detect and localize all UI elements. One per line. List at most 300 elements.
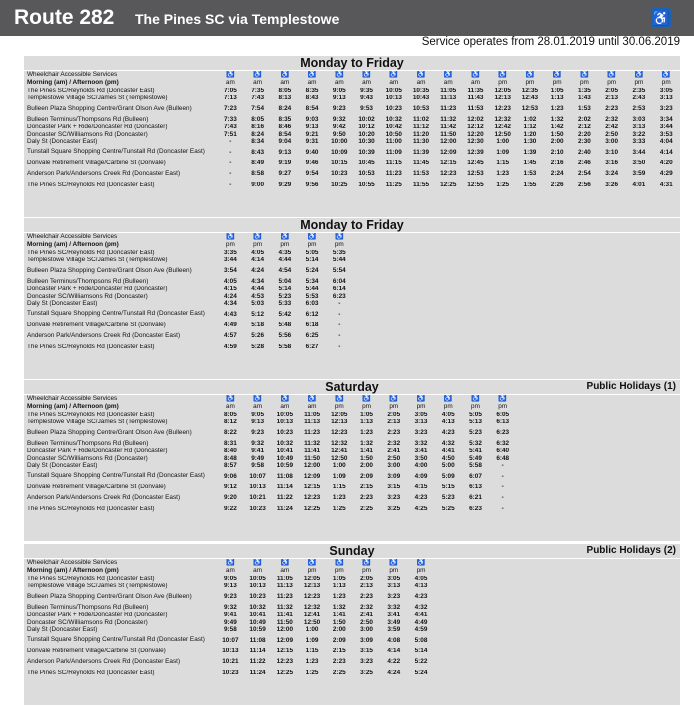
time-cell: 2:00 xyxy=(360,462,373,469)
ampm-cell: am xyxy=(362,79,371,87)
stop-row xyxy=(24,102,680,116)
time-cell: 2:53 xyxy=(632,105,646,113)
ampm-cell: pm xyxy=(307,241,317,249)
wheelchair-icon: ♿ xyxy=(280,395,290,402)
empty-cell xyxy=(571,426,598,440)
empty-cell xyxy=(598,419,625,426)
empty-cell xyxy=(516,440,543,448)
stop-row xyxy=(24,116,680,124)
stop-row xyxy=(24,491,680,505)
empty-cell xyxy=(544,491,571,505)
empty-cell xyxy=(544,403,571,411)
empty-cell xyxy=(462,293,489,300)
time-cell: 9:50 xyxy=(332,131,346,138)
block-title-bar xyxy=(24,218,680,232)
stop-name: Doncaster Park + Ride/Doncaster Rd (Doncaster) xyxy=(27,285,168,293)
empty-cell xyxy=(380,293,407,300)
time-cell: 11:14 xyxy=(249,647,266,655)
empty-cell xyxy=(516,626,543,633)
wheelchair-icon: ♿ xyxy=(607,71,616,78)
empty-cell xyxy=(380,233,407,241)
ampm-cell: pm xyxy=(579,79,589,87)
empty-cell xyxy=(380,241,407,249)
time-cell: 1:25 xyxy=(496,181,510,189)
time-cell: 3:44 xyxy=(632,148,646,156)
empty-cell xyxy=(353,344,380,352)
time-cell: 10:13 xyxy=(249,483,266,491)
empty-cell xyxy=(598,308,625,322)
timetable-table xyxy=(24,395,680,513)
time-cell: 3:00 xyxy=(360,626,373,633)
timetable-table-wrap xyxy=(24,395,680,541)
time-cell: 5:58 xyxy=(278,343,292,351)
time-cell: 5:25 xyxy=(441,505,455,513)
empty-cell xyxy=(653,403,681,411)
time-cell: 10:35 xyxy=(412,87,430,95)
empty-cell xyxy=(516,286,543,293)
stop-row xyxy=(24,506,680,514)
empty-cell xyxy=(489,329,516,343)
time-cell: 5:18 xyxy=(251,321,264,329)
time-cell: 9:35 xyxy=(360,87,373,95)
empty-cell xyxy=(544,426,571,440)
empty-cell xyxy=(598,293,625,300)
empty-cell xyxy=(407,233,434,241)
empty-cell xyxy=(625,491,652,505)
empty-cell xyxy=(435,257,462,264)
empty-cell xyxy=(462,590,489,604)
empty-cell xyxy=(544,455,571,462)
empty-cell xyxy=(625,322,652,330)
time-cell: 6:27 xyxy=(305,343,319,351)
stop-name: Doncaster SC/Williamsons Rd (Doncaster) xyxy=(27,619,148,626)
time-cell: 9:20 xyxy=(223,494,237,502)
stop-name: Donvale Retirement Village/Carbine St (Donvale) xyxy=(27,483,166,491)
empty-cell xyxy=(625,670,652,678)
empty-cell xyxy=(489,619,516,626)
empty-cell xyxy=(653,604,681,612)
time-cell: 5:05 xyxy=(305,249,319,257)
time-cell: 1:32 xyxy=(550,116,564,123)
empty-cell xyxy=(435,604,462,612)
empty-cell xyxy=(544,278,571,286)
time-cell: 6:07 xyxy=(469,472,482,480)
time-cell: 11:13 xyxy=(304,418,321,426)
empty-cell xyxy=(544,612,571,619)
empty-cell xyxy=(544,462,571,469)
empty-cell xyxy=(598,395,625,403)
wheelchair-icon: ♿ xyxy=(334,71,344,78)
time-cell: 4:32 xyxy=(414,604,428,611)
empty-cell xyxy=(653,583,681,590)
time-cell: 8:12 xyxy=(223,418,237,426)
empty-cell xyxy=(571,626,598,633)
empty-cell xyxy=(516,308,543,322)
empty-cell xyxy=(571,670,598,678)
time-cell: 4:49 xyxy=(223,321,237,329)
stop-name: The Pines SC/Reynolds Rd (Doncaster East) xyxy=(27,343,155,351)
time-cell: 7:23 xyxy=(223,105,237,113)
time-cell: 11:41 xyxy=(276,611,293,619)
stop-name: Tunstall Square Shopping Centre/Tunstall Rd (Doncaster East) xyxy=(27,148,205,156)
time-cell: 1:25 xyxy=(305,669,319,677)
time-cell: 2:05 xyxy=(387,411,401,419)
time-cell: 3:13 xyxy=(659,94,673,102)
time-cell: 7:54 xyxy=(251,105,264,113)
time-cell: 1:23 xyxy=(550,105,564,113)
empty-cell xyxy=(653,329,681,343)
time-cell: 3:23 xyxy=(360,658,373,666)
time-cell: 3:22 xyxy=(632,131,646,138)
empty-cell xyxy=(435,583,462,590)
time-cell: 1:43 xyxy=(578,94,591,102)
empty-cell xyxy=(571,395,598,403)
stop-row xyxy=(24,626,680,633)
empty-cell xyxy=(571,634,598,648)
time-cell: 6:14 xyxy=(332,285,346,293)
wheelchair-icon: ♿ xyxy=(416,559,426,566)
time-cell: 12:32 xyxy=(303,604,321,611)
route-name: The Pines SC via Templestowe xyxy=(135,11,340,27)
time-cell: 4:23 xyxy=(414,494,428,502)
timetable-table xyxy=(24,559,680,677)
empty-cell xyxy=(598,559,625,567)
empty-cell xyxy=(571,619,598,626)
time-cell: - xyxy=(501,505,504,513)
time-cell: 2:40 xyxy=(578,148,591,156)
time-cell: 11:02 xyxy=(413,116,429,123)
time-cell: 11:22 xyxy=(276,494,293,502)
time-cell: 6:12 xyxy=(305,310,319,318)
route-header xyxy=(0,0,694,36)
time-cell: 11:13 xyxy=(440,94,457,102)
empty-cell xyxy=(625,286,652,293)
time-cell: 2:05 xyxy=(605,87,619,95)
ampm-cell: pm xyxy=(225,241,235,249)
time-cell: 7:33 xyxy=(223,116,237,123)
time-cell: 11:05 xyxy=(440,87,457,95)
time-cell: 3:13 xyxy=(632,123,646,131)
empty-cell xyxy=(625,426,652,440)
empty-cell xyxy=(462,567,489,575)
time-cell: - xyxy=(501,472,504,480)
time-cell: 12:05 xyxy=(303,575,321,583)
day-title: Monday to Friday xyxy=(300,56,404,70)
stop-name: Tunstall Square Shopping Centre/Tunstall Rd (Doncaster East) xyxy=(27,310,205,318)
ampm-label: Morning (am) / Afternoon (pm) xyxy=(27,567,119,575)
stop-name: The Pines SC/Reynolds Rd (Doncaster East) xyxy=(27,411,155,419)
empty-cell xyxy=(516,241,543,249)
empty-cell xyxy=(653,308,681,322)
time-cell: 12:23 xyxy=(303,494,321,502)
time-cell: 12:25 xyxy=(303,505,321,513)
empty-cell xyxy=(516,448,543,455)
empty-cell xyxy=(462,670,489,678)
empty-cell xyxy=(544,448,571,455)
time-cell: 12:23 xyxy=(440,170,457,178)
empty-cell xyxy=(625,583,652,590)
empty-cell xyxy=(462,344,489,352)
empty-cell xyxy=(625,559,652,567)
empty-cell xyxy=(435,576,462,583)
time-cell: 10:42 xyxy=(385,123,402,131)
stop-name: Tunstall Square Shopping Centre/Tunstall Rd (Doncaster East) xyxy=(27,472,205,480)
empty-cell xyxy=(544,241,571,249)
time-cell: 8:54 xyxy=(305,105,319,113)
block-title-bar xyxy=(24,56,680,70)
empty-cell xyxy=(489,648,516,656)
stop-name: Doncaster Park + Ride/Doncaster Rd (Doncaster) xyxy=(27,611,168,619)
ampm-cell: pm xyxy=(416,403,426,411)
stop-row xyxy=(24,95,680,102)
wheelchair-icon: ♿ xyxy=(362,71,371,78)
empty-cell xyxy=(625,567,652,575)
time-cell: 10:13 xyxy=(249,582,266,590)
time-cell: 2:12 xyxy=(578,123,591,131)
time-cell: 9:43 xyxy=(360,94,373,102)
public-holidays-note: Public Holidays (1) xyxy=(586,381,676,392)
time-cell: 4:24 xyxy=(251,267,264,275)
stop-name: Daly St (Doncaster East) xyxy=(27,626,98,633)
time-cell: 11:42 xyxy=(440,123,457,131)
time-cell: 9:23 xyxy=(223,593,237,601)
stop-name: Bulleen Plaza Shopping Centre/Grant Olson Ave (Bulleen) xyxy=(27,428,192,436)
time-cell: 8:22 xyxy=(223,429,237,437)
empty-cell xyxy=(489,634,516,648)
empty-cell xyxy=(571,604,598,612)
empty-cell xyxy=(598,612,625,619)
time-cell: 3:25 xyxy=(387,505,401,513)
time-cell: 2:56 xyxy=(578,181,591,189)
time-cell: 10:02 xyxy=(358,116,375,123)
time-cell: 8:16 xyxy=(251,123,264,131)
ampm-cell: pm xyxy=(253,241,263,249)
empty-cell xyxy=(653,293,681,300)
stop-name: Bulleen Plaza Shopping Centre/Grant Olson Ave (Bulleen) xyxy=(27,104,192,112)
time-cell: 12:41 xyxy=(303,611,321,619)
timetable-table-wrap xyxy=(24,233,680,379)
empty-cell xyxy=(598,619,625,626)
empty-cell xyxy=(653,506,681,514)
ampm-row xyxy=(24,241,680,249)
empty-cell xyxy=(462,583,489,590)
time-cell: 12:02 xyxy=(467,116,484,123)
stop-row xyxy=(24,322,680,330)
time-cell: 9:41 xyxy=(251,447,264,455)
time-cell: - xyxy=(501,483,504,491)
time-cell: 9:53 xyxy=(360,105,373,113)
empty-cell xyxy=(598,484,625,492)
time-cell: 11:35 xyxy=(467,87,484,95)
time-cell: 7:43 xyxy=(251,94,264,102)
time-cell: 1:41 xyxy=(360,447,373,455)
stop-name: Templestowe Village SC/James St (Templestowe) xyxy=(27,94,168,102)
stop-name: Anderson Park/Andersons Creek Rd (Doncaster East) xyxy=(27,332,181,340)
stop-row xyxy=(24,583,680,590)
time-cell: 4:09 xyxy=(414,472,428,480)
time-cell: 5:14 xyxy=(414,647,428,655)
time-cell: 12:43 xyxy=(521,94,539,102)
time-cell: 12:41 xyxy=(331,447,348,455)
empty-cell xyxy=(462,250,489,257)
empty-cell xyxy=(353,286,380,293)
empty-cell xyxy=(625,506,652,514)
time-cell: 8:34 xyxy=(251,138,264,145)
empty-cell xyxy=(489,286,516,293)
time-cell: 12:12 xyxy=(467,123,484,131)
time-cell: 11:15 xyxy=(385,159,402,167)
time-cell: 7:13 xyxy=(223,94,237,102)
time-cell: 8:05 xyxy=(278,87,292,95)
empty-cell xyxy=(598,329,625,343)
empty-cell xyxy=(516,257,543,264)
time-cell: 12:13 xyxy=(494,94,511,102)
empty-cell xyxy=(516,470,543,484)
empty-cell xyxy=(407,250,434,257)
time-cell: 4:41 xyxy=(414,611,428,619)
time-cell: 11:13 xyxy=(276,582,293,590)
empty-cell xyxy=(516,329,543,343)
time-cell: 8:43 xyxy=(305,94,319,102)
empty-cell xyxy=(407,329,434,343)
ampm-cell: pm xyxy=(498,79,508,87)
stop-name: Templestowe Village SC/James St (Templestowe) xyxy=(27,418,168,426)
ampm-cell: am xyxy=(280,79,290,87)
empty-cell xyxy=(571,484,598,492)
empty-cell xyxy=(571,322,598,330)
time-cell: 11:53 xyxy=(467,105,484,113)
time-cell: 5:42 xyxy=(278,310,292,318)
time-cell: 8:43 xyxy=(251,148,264,156)
time-cell: 1:23 xyxy=(332,494,346,502)
time-cell: 4:14 xyxy=(387,647,401,655)
empty-cell xyxy=(571,403,598,411)
stop-row xyxy=(24,634,680,648)
empty-cell xyxy=(544,412,571,419)
empty-cell xyxy=(653,286,681,293)
empty-cell xyxy=(571,576,598,583)
time-cell: 12:50 xyxy=(331,455,348,462)
empty-cell xyxy=(653,419,681,426)
stop-row xyxy=(24,308,680,322)
empty-cell xyxy=(489,322,516,330)
time-cell: 10:32 xyxy=(385,116,402,123)
time-cell: 10:32 xyxy=(249,604,266,611)
stop-name: Donvale Retirement Village/Carbine St (Donvale) xyxy=(27,159,166,167)
time-cell: 10:13 xyxy=(276,418,294,426)
time-cell: - xyxy=(338,343,341,351)
empty-cell xyxy=(462,612,489,619)
empty-cell xyxy=(598,648,625,656)
time-cell: 9:56 xyxy=(305,181,319,189)
stop-name: Bulleen Plaza Shopping Centre/Grant Olson Ave (Bulleen) xyxy=(27,592,192,600)
time-cell: 2:00 xyxy=(550,138,564,145)
stop-name: The Pines SC/Reynolds Rd (Doncaster East) xyxy=(27,669,155,677)
ampm-cell: pm xyxy=(471,403,480,411)
empty-cell xyxy=(462,308,489,322)
time-cell: 11:05 xyxy=(276,575,293,583)
empty-cell xyxy=(353,257,380,264)
time-cell: 9:49 xyxy=(251,455,264,462)
wheelchair-icon: ♿ xyxy=(334,395,344,402)
empty-cell xyxy=(489,278,516,286)
empty-cell xyxy=(516,491,543,505)
wheelchair-icon: ♿ xyxy=(652,10,670,26)
time-cell: 5:00 xyxy=(441,462,455,469)
time-cell: 11:23 xyxy=(276,593,293,601)
time-cell: 5:08 xyxy=(414,636,428,644)
ampm-row xyxy=(24,567,680,575)
time-cell: 10:43 xyxy=(412,94,430,102)
time-cell: 11:24 xyxy=(249,669,266,677)
time-cell: 8:48 xyxy=(223,455,237,462)
time-cell: 4:24 xyxy=(223,293,237,300)
empty-cell xyxy=(625,655,652,669)
wheelchair-icon: ♿ xyxy=(226,559,235,566)
empty-cell xyxy=(407,257,434,264)
empty-cell xyxy=(653,440,681,448)
time-cell: 12:23 xyxy=(276,658,294,666)
time-cell: 1:00 xyxy=(305,626,319,633)
empty-cell xyxy=(571,250,598,257)
empty-cell xyxy=(380,286,407,293)
time-cell: 4:44 xyxy=(278,256,292,264)
time-cell: 7:43 xyxy=(223,123,237,131)
time-cell: 11:50 xyxy=(440,131,457,138)
wheelchair-icon: ♿ xyxy=(280,559,290,566)
time-cell: 8:05 xyxy=(223,411,237,419)
stop-row xyxy=(24,264,680,278)
stop-row xyxy=(24,167,680,181)
time-cell: 9:22 xyxy=(223,505,237,513)
time-cell: 9:13 xyxy=(332,94,346,102)
empty-cell xyxy=(353,322,380,330)
time-cell: 4:32 xyxy=(441,440,455,447)
empty-cell xyxy=(489,576,516,583)
empty-cell xyxy=(653,426,681,440)
empty-cell xyxy=(571,264,598,278)
time-cell: 12:53 xyxy=(521,105,539,113)
empty-cell xyxy=(625,648,652,656)
empty-cell xyxy=(653,484,681,492)
time-cell: 12:50 xyxy=(303,619,321,626)
empty-cell xyxy=(571,590,598,604)
time-cell: 8:49 xyxy=(251,159,264,167)
wheelchair-icon: ♿ xyxy=(253,71,262,78)
time-cell: 9:32 xyxy=(223,604,237,611)
time-cell: 5:28 xyxy=(251,343,264,351)
ampm-cell: am xyxy=(471,79,480,87)
day-title: Saturday xyxy=(325,380,379,394)
time-cell: 2:13 xyxy=(387,418,401,426)
wheelchair-icon: ♿ xyxy=(552,71,562,78)
time-cell: 2:41 xyxy=(387,447,401,455)
empty-cell xyxy=(653,576,681,583)
time-cell: 9:05 xyxy=(223,575,237,583)
empty-cell xyxy=(653,634,681,648)
time-cell: 5:48 xyxy=(278,321,292,329)
stop-row xyxy=(24,138,680,145)
time-cell: 3:41 xyxy=(387,611,401,619)
stop-name: Bulleen Terminus/Thompsons Rd (Bulleen) xyxy=(27,278,149,285)
stop-row xyxy=(24,250,680,257)
empty-cell xyxy=(435,559,462,567)
empty-cell xyxy=(380,257,407,264)
time-cell: 4:59 xyxy=(414,626,428,633)
time-cell: 12:15 xyxy=(276,647,294,655)
ampm-cell: pm xyxy=(661,79,671,87)
time-cell: 11:14 xyxy=(276,483,293,491)
